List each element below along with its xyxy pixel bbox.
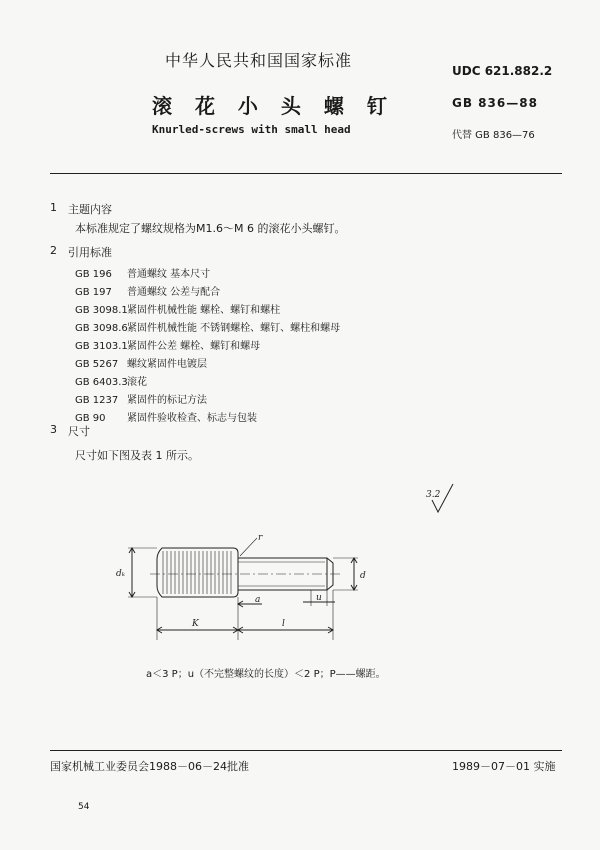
drawing-note: a＜3 P；u（不完整螺纹的长度）＜2 P；P——螺距。 [146,669,386,680]
section-1-title: 主题内容 [68,203,112,216]
d-label: d [360,571,366,581]
reference-code: GB 3098.6 [75,323,128,334]
page-number: 54 [78,802,90,812]
section-2-number: 2 [50,244,57,257]
reference-code: GB 1237 [75,395,119,406]
udc-number: UDC 621.882.2 [452,64,553,78]
reference-title: 普通螺纹 基本尺寸 [127,269,211,280]
l-label: l [282,619,285,629]
reference-code: GB 197 [75,287,112,298]
section-3-title: 尺寸 [68,425,90,438]
reference-title: 紧固件的标记方法 [127,395,207,406]
r-label: r [258,533,263,543]
section-3-text: 尺寸如下图及表 1 所示。 [75,449,199,462]
k-label: K [192,619,199,629]
dk-label: dₖ [116,569,126,579]
reference-title: 螺纹紧固件电镀层 [127,359,207,370]
u-label: u [316,593,322,603]
knurled-head [157,548,238,597]
reference-title: 紧固件验收检查、标志与包装 [127,413,257,424]
footer-rule [50,750,562,751]
roughness-value: 3.2 [426,490,441,500]
knurl-pattern [163,551,231,594]
reference-title: 紧固件机械性能 不锈钢螺栓、螺钉、螺柱和螺母 [127,323,341,334]
reference-code: GB 3098.1 [75,305,128,316]
reference-code: GB 196 [75,269,112,280]
section-3-number: 3 [50,423,57,436]
standard-org: 中华人民共和国国家标准 [165,51,353,70]
reference-title: 紧固件公差 螺栓、螺钉和螺母 [127,341,261,352]
replaces-note: 代替 GB 836—76 [452,130,535,141]
reference-title: 滚花 [127,377,147,388]
approval-info: 国家机械工业委员会1988－06－24批准 [50,760,249,773]
reference-code: GB 6403.3 [75,377,128,388]
document-title-en: Knurled-screws with small head [152,123,351,136]
a-label: a [255,595,261,605]
reference-code: GB 3103.1 [75,341,128,352]
reference-code: GB 90 [75,413,106,424]
reference-title: 普通螺纹 公差与配合 [127,287,221,298]
standard-number: GB 836—88 [452,96,538,110]
reference-code: GB 5267 [75,359,119,370]
reference-title: 紧固件机械性能 螺栓、螺钉和螺柱 [127,305,281,316]
surface-roughness-symbol [426,484,453,512]
effective-date: 1989－07－01 实施 [452,760,556,773]
section-1-text: 本标准规定了螺纹规格为M1.6～M 6 的滚花小头螺钉。 [75,222,346,235]
r-leader-line [240,538,257,556]
section-2-title: 引用标准 [68,246,112,259]
document-title-cn: 滚 花 小 头 螺 钉 [152,94,395,118]
section-1-number: 1 [50,201,57,214]
